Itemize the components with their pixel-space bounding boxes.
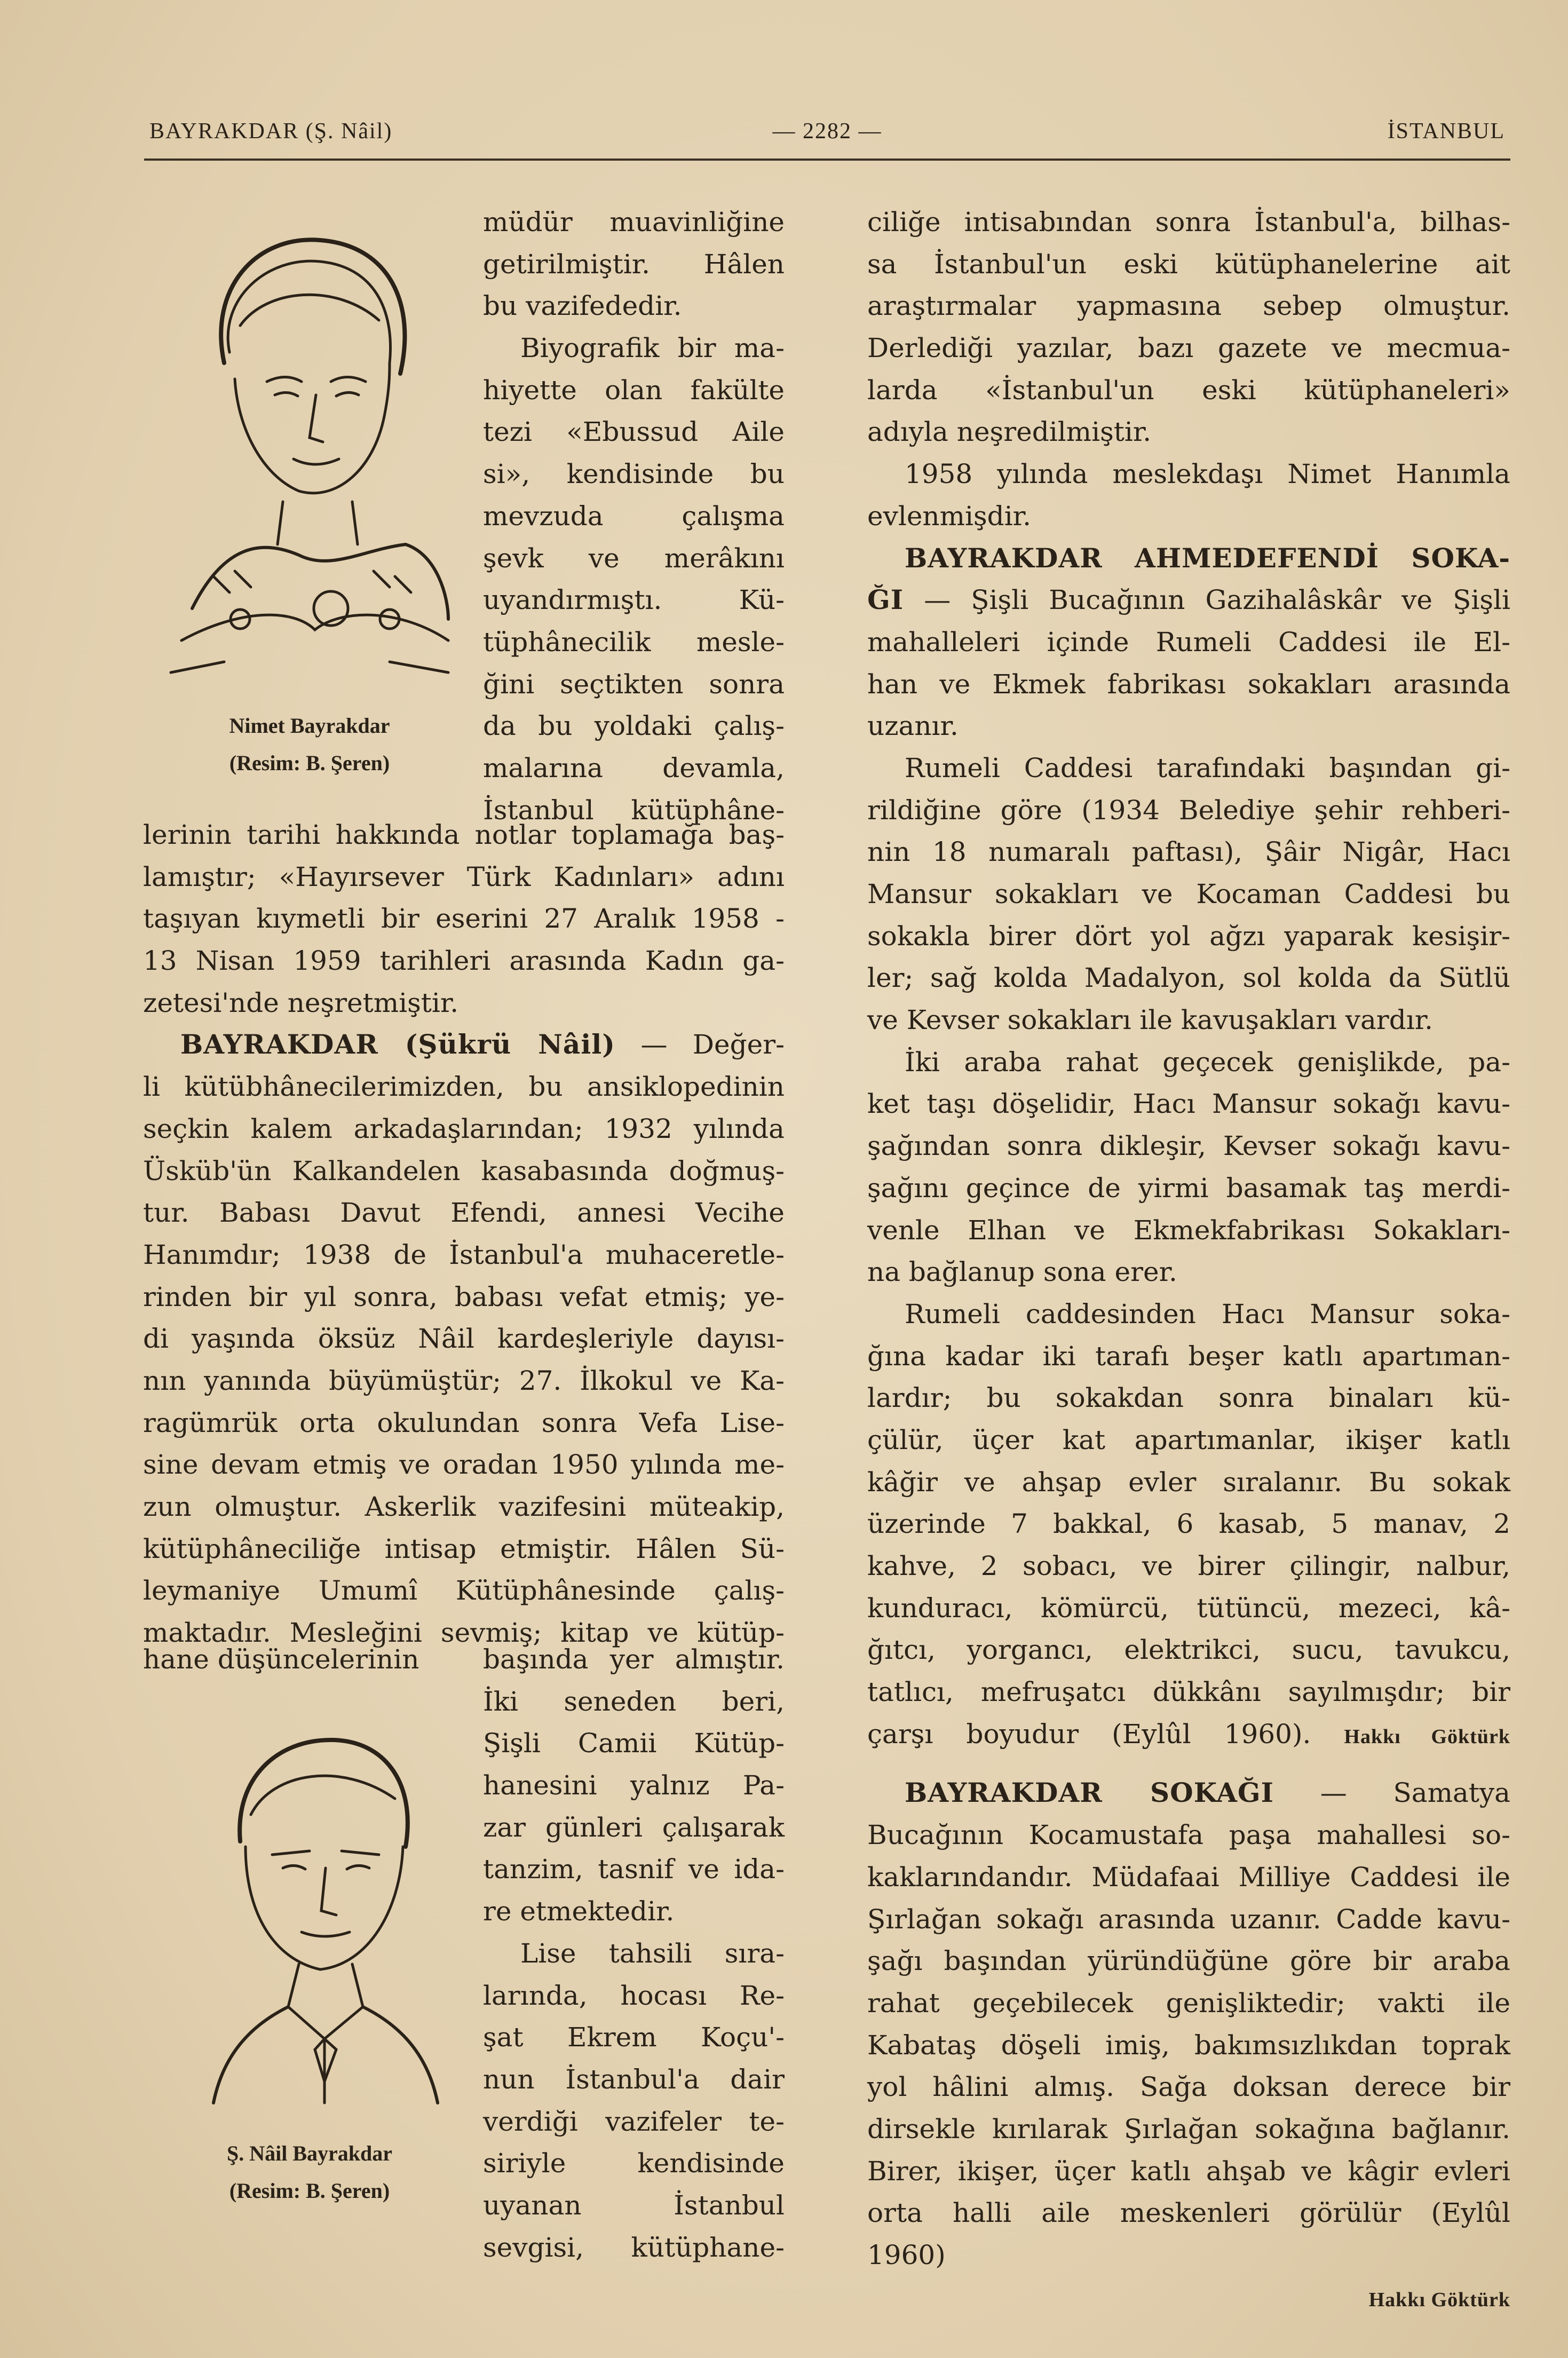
text-line: mevzuda çalışma [483,500,785,532]
header-left: BAYRAKDAR (Ş. Nâil) [149,119,393,144]
text-line: hanesini yalnız Pa- [483,1770,785,1801]
text-line: İki seneden beri, [483,1686,785,1717]
text-line: rahat geçebilecek genişliktedir; vakti ile [867,1987,1510,2019]
text-line: nin 18 numaralı paftası), Şâir Nigâr, Hacı [867,836,1510,868]
text-line: şevk ve merâkını [483,542,785,574]
text-line: kahve, 2 sobacı, ve birer çilingir, nalbur, [867,1550,1510,1581]
entry-gap [867,1755,1510,1772]
text-line: maktadır. Mesleğini sevmiş; kitap ve kütüp- [143,1617,785,1649]
entry-heading-ahmedefendi: BAYRAKDAR AHMEDEFENDİ SOKA- [905,542,1510,574]
text-line: hiyette olan fakülte [483,374,785,406]
text-line: orta halli aile meskenleri görülür (Eylûl [867,2197,1510,2229]
text-line: dirsekle kırılarak Şırlağan sokağına bağlanır. [867,2113,1510,2145]
signature-hakki-gokturk-1: Hakkı Göktürk [1344,1725,1510,1748]
text-line: taşıyan kıymetli bir eserini 27 Aralık 1958 - [143,903,785,935]
text-line: şat Ekrem Koçu'- [483,2022,785,2053]
text-line: sa İstanbul'un eski kütüphanelerine ait [867,248,1510,280]
text-line: başında yer almıştır. [483,1644,785,1675]
text-line: venle Elhan ve Ekmekfabrikası Sokakları- [867,1214,1510,1246]
text-line: adıyla neşredilmiştir. [867,416,1152,448]
header-rule [144,159,1510,161]
left-column-narrow-bottom [483,1639,785,2268]
text-line: Birer, ikişer, üçer katlı ahşab ve kâgir evleri [867,2155,1510,2187]
entry-first-line [867,1772,1510,1814]
portrait-nimet-bayrakdar [160,203,459,694]
text-fragment: — Şişli Bucağının Gazihalâskâr ve Şişli [904,584,1510,616]
text-line: nun İstanbul'a dair [483,2063,785,2095]
signature-hakki-gokturk-2: Hakkı Göktürk [1368,2288,1510,2311]
text-line: kunduracı, kömürcü, tütüncü, mezeci, kâ- [867,1592,1510,1624]
text-line: çülür, üçer kat apartımanlar, ikişer katlı [867,1424,1510,1455]
text-line: tanzim, tasnif ve ida- [483,1854,785,1885]
text-fragment: — Samatya [1274,1777,1510,1809]
text-line: şağı başından yüründüğüne göre bir araba [867,1945,1510,1977]
text-line: larda «İstanbul'un eski kütüphaneleri» [867,374,1510,406]
text-line: ğini seçtikten sonra [483,668,785,700]
text-line: tezi «Ebussud Aile [483,416,785,448]
text-line: nın yanında büyümüştür; 27. İlkokul ve Ka- [143,1365,785,1396]
caption-nimet-name: Nimet Bayrakdar [229,714,390,738]
text-line: han ve Ekmek fabrikası sokakları arasında [867,668,1510,700]
text-line: na bağlanup sona erer. [867,1256,1177,1288]
text-line: lamıştır; «Hayırsever Türk Kadınları» adını [143,861,785,892]
left-column-narrow-top [483,201,785,831]
text-line: ciliğe intisabından sonra İstanbul'a, bilhas- [867,207,1510,238]
text-line: mahalleleri içinde Rumeli Caddesi ile El- [867,626,1510,658]
text-line: si», kendisinde bu [483,458,785,490]
text-line: zar günleri çalışarak [483,1811,785,1843]
text-line: müdür muavinliğine [483,207,785,238]
right-column [867,201,1510,2318]
text-line: 1958 yılında meslekdaşı Nimet Hanımla [905,458,1510,490]
text-line: getirilmiştir. Hâlen [483,248,785,280]
text-line: şağını geçince de yirmi basamak taş merdi- [867,1172,1510,1204]
text-line: larında, hocası Re- [483,1980,785,2011]
text-line: Hanımdır; 1938 de İstanbul'a muhaceretle- [143,1239,785,1270]
text-line: yol hâlini almış. Sağa doksan derece bir [867,2071,1510,2103]
left-column-split-left [143,1639,453,1681]
text-line: Kabataş döşeli imiş, bakımsızlıkdan toprak [867,2029,1510,2061]
text-line-with-signature [867,1713,1510,1755]
text-line: tüphânecilik mesle- [483,626,785,658]
left-column-full [143,814,785,1654]
text-line: Rumeli caddesinden Hacı Mansur soka- [905,1298,1510,1330]
text-line: malarına devamla, [483,752,785,784]
text-fragment: — Değer- [615,1029,785,1061]
text-line: ket taşı döşelidir, Hacı Mansur sokağı kavu- [867,1088,1510,1120]
text-line: uzanır. [867,710,959,742]
text-line: 1960) [867,2240,946,2270]
text-line: şağından sonra dikleşir, Kevser sokağı kavu- [867,1130,1510,1162]
header-right: İSTANBUL [1387,119,1505,144]
entry-first-line [143,1024,785,1066]
text-line: hane düşüncelerinin [143,1644,419,1675]
text-line: ve Kevser sokakları ile kavuşakları vardır. [867,1004,1434,1036]
text-line: Derlediği yazılar, bazı gazete ve mecmua- [867,333,1510,364]
entry-heading-bayrakdar-sokagi: BAYRAKDAR SOKAĞI [905,1777,1274,1809]
text-line: uyanan İstanbul [483,2189,785,2221]
text-line: uyandırmıştı. Kü- [483,584,785,616]
entry-heading-sukru-nail: BAYRAKDAR (Şükrü Nâil) [180,1028,615,1061]
signature-line [867,2276,1510,2319]
text-line: zetesi'nde neşretmiştir. [143,987,459,1018]
text-line: tur. Babası Davut Efendi, annesi Vecihe [143,1197,785,1229]
text-line: 13 Nisan 1959 tarihleri arasında Kadın ga- [143,945,785,977]
text-line: kâğir ve ahşap evler sıralanır. Bu sokak [867,1466,1510,1498]
text-line: Biyografik bir ma- [520,333,785,364]
text-line: Mansur sokakları ve Kocaman Caddesi bu [867,879,1510,909]
text-line: kütüphâneciliğe intisap etmiştir. Hâlen Sü- [143,1533,785,1564]
text-fragment: çarşı boyudur (Eylûl 1960). [867,1718,1311,1750]
text-line: bu vazifededir. [483,290,682,322]
text-line: Şırlağan sokağı arasında uzanır. Cadde kavu- [867,1903,1510,1935]
text-line: evlenmişdir. [867,500,1031,532]
text-line: sevgisi, kütüphane- [483,2232,785,2263]
text-line: Lise tahsili sıra- [520,1937,785,1969]
text-line: li kütübhânecilerimizden, bu ansiklopedinin [143,1071,785,1103]
entry-first-line [867,579,1510,621]
text-line: tatlıcı, mefruşatcı dükkânı sayılmışdır; bir [867,1676,1510,1708]
text-line: seçkin kalem arkadaşlarından; 1932 yılında [143,1113,785,1144]
caption-nimet-credit: (Resim: B. Şeren) [229,751,390,775]
text-line: İki araba rahat geçecek genişlikde, pa- [905,1046,1510,1078]
caption-nail-name: Ş. Nâil Bayrakdar [226,2141,393,2165]
text-line: Bucağının Kocamustafa paşa mahallesi so- [867,1819,1510,1851]
text-line: üzerinde 7 bakkal, 6 kasab, 5 manav, 2 [867,1508,1510,1540]
caption-nail [160,2135,459,2210]
caption-nail-credit: (Resim: B. Şeren) [229,2179,390,2203]
text-line: ler; sağ kolda Madalyon, sol kolda da Sütlü [867,962,1510,994]
text-line: Üsküb'ün Kalkandelen kasabasında doğmuş- [143,1155,785,1186]
text-line: zun olmuştur. Askerlik vazifesini müteakip, [143,1491,785,1522]
text-line: rildiğine göre (1934 Belediye şehir rehberi- [867,794,1510,826]
portrait-nail-bayrakdar [181,1708,459,2114]
text-line: İstanbul kütüphâne- [483,794,785,826]
text-line: Rumeli Caddesi tarafındaki başından gi- [905,752,1510,784]
text-line: kaklarındandır. Müdafaai Milliye Caddesi ile [867,1861,1510,1893]
text-line: verdiği vazifeler te- [483,2106,785,2137]
text-line: sine devam etmiş ve oradan 1950 yılında me- [143,1449,785,1481]
text-line: siriyle kendisinde [483,2148,785,2179]
text-line: sokakla birer dört yol ağzı yaparak kesişir- [867,920,1510,952]
text-line: Şişli Camii Kütüp- [483,1728,785,1759]
entry-heading-ahmedefendi-cont: ĞI [867,584,904,616]
text-line: araştırmalar yapmasına sebep olmuştur. [867,290,1510,322]
text-line: ragümrük orta okulundan sonra Vefa Lise- [143,1407,785,1438]
text-line: lardır; bu sokakdan sonra binaları kü- [867,1382,1510,1414]
text-line: da bu yoldaki çalış- [483,710,785,742]
text-line: ğına kadar iki tarafı beşer katlı apartıman- [867,1340,1510,1372]
running-header [149,118,1505,151]
text-line: re etmektedir. [483,1896,675,1927]
text-line: di yaşında öksüz Nâil kardeşleriyle dayısı- [143,1323,785,1355]
caption-nimet [160,707,459,782]
text-line: rinden bir yıl sonra, babası vefat etmiş; ye- [143,1281,785,1312]
page-number: — 2282 — [772,119,882,144]
text-line: ğıtcı, yorgancı, elektrikci, sucu, tavukcu, [867,1634,1510,1666]
text-line: lerinin tarihi hakkında notlar toplamağa baş- [143,819,785,850]
text-line: leymaniye Umumî Kütüphânesinde çalış- [143,1575,785,1607]
